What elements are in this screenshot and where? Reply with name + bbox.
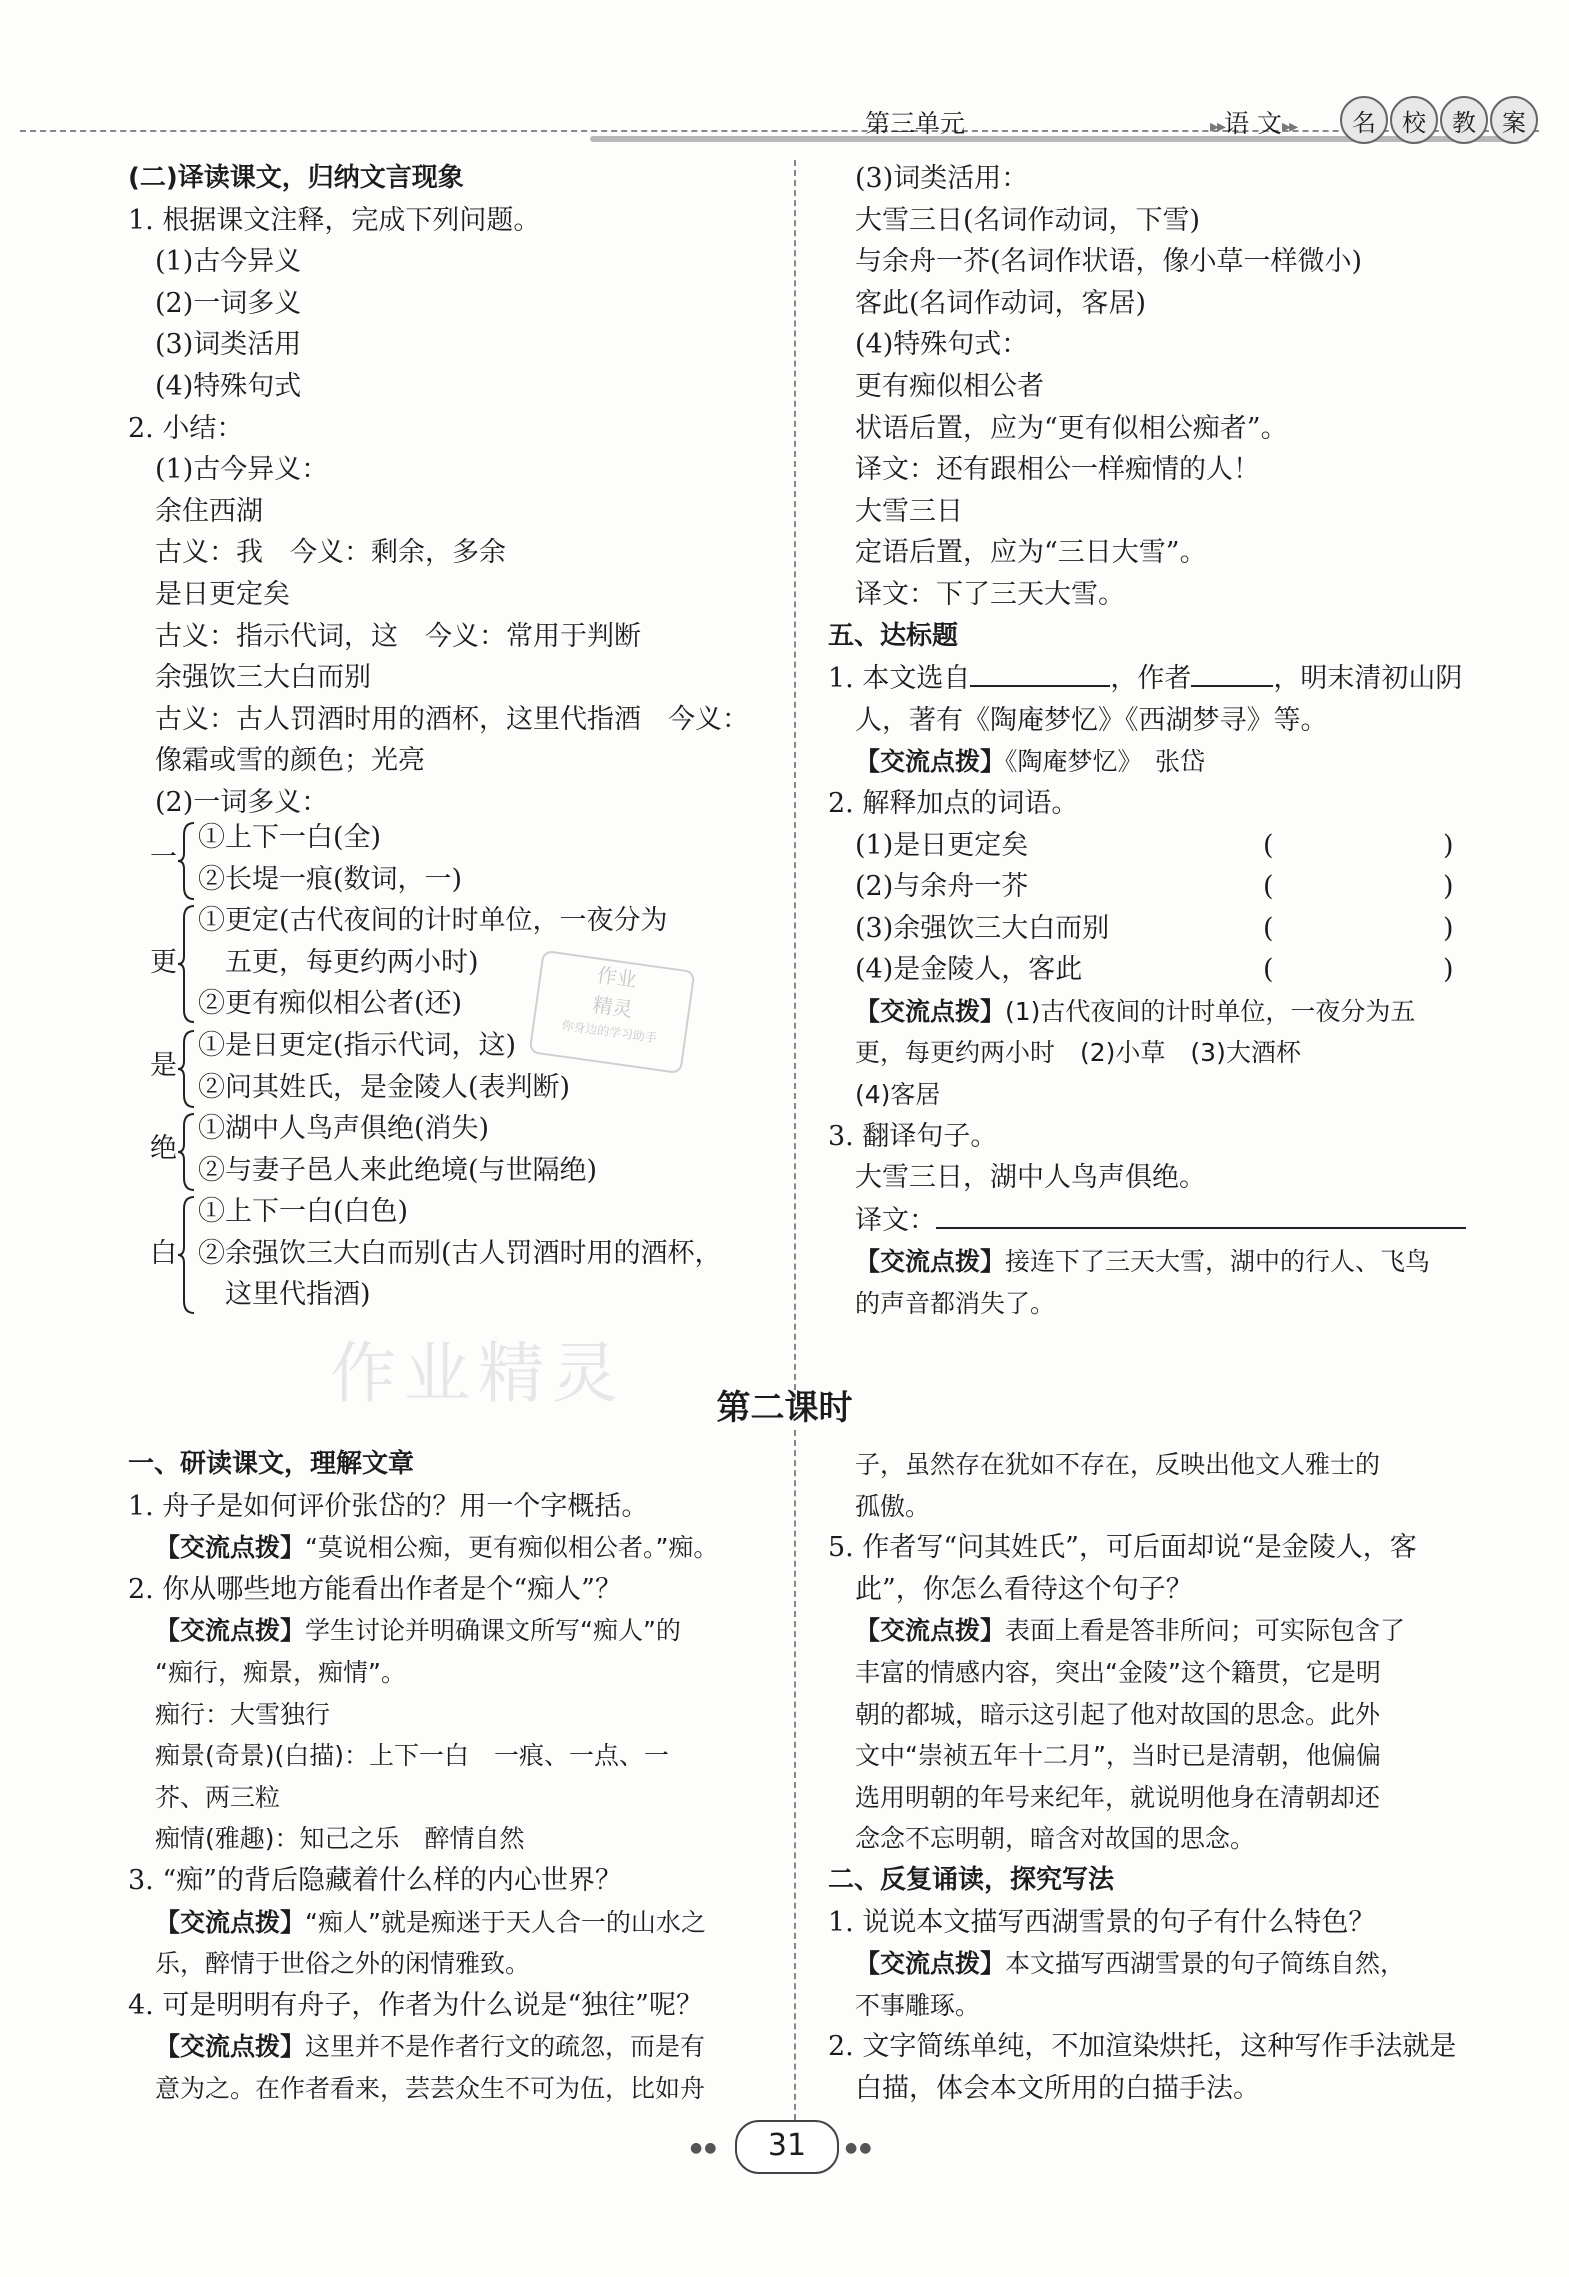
translation-line: 译文： xyxy=(828,1199,1468,1242)
question: 2. 你从哪些地方能看出作者是个“痴人”？ xyxy=(128,1573,622,1605)
list-item: (4)是金陵人，客此 ( ) xyxy=(855,954,1454,986)
watermark-stamp: 作业 精灵 你身边的学习助手 xyxy=(529,950,696,1074)
question: 3. 翻译句子。 xyxy=(828,1120,998,1152)
text-line: 古义：我 今义：剩余，多余 xyxy=(155,537,506,569)
answer-blank[interactable] xyxy=(970,657,1110,687)
header-divider xyxy=(20,130,1539,132)
polysemy-jue xyxy=(150,1108,780,1191)
subheading: (1)古今异义： xyxy=(155,454,329,486)
section-title: (二)译读课文，归纳文言现象 xyxy=(128,163,464,193)
question: 1. 说说本文描写西湖雪景的句子有什么特色？ xyxy=(828,1906,1376,1938)
list-item: (1)是日更定矣 ( ) xyxy=(855,829,1454,861)
question: 白描，体会本文所用的白描手法。 xyxy=(855,2072,1260,2104)
tip: 【交流点拨】表面上看是答非所问；可实际包含了 xyxy=(855,1616,1406,1646)
list-item: (3)词类活用 xyxy=(155,329,302,361)
brace-label: 绝 xyxy=(150,1133,177,1164)
section-title: 一、研读课文，理解文章 xyxy=(128,1449,415,1479)
tip: 【交流点拨】本文描写西湖雪景的句子简练自然， xyxy=(855,1949,1406,1979)
list-item: ①上下一白(白色) xyxy=(198,1196,409,1227)
list-item: (4)特殊句式 xyxy=(155,370,302,402)
list-item: ②长堤一痕(数词，一) xyxy=(198,863,463,895)
question: 2. 小结： xyxy=(128,412,244,444)
right-bottom-column xyxy=(828,1444,1468,2110)
answer-blank[interactable] xyxy=(936,1199,1466,1229)
tip: 芥、两三粒 xyxy=(155,1782,281,1812)
tip: 不事雕琢。 xyxy=(855,1990,981,2020)
tip: 【交流点拨】“痴人”就是痴迷于天人合一的山水之 xyxy=(155,1907,706,1937)
tip: “痴行，痴景，痴情”。 xyxy=(155,1657,406,1687)
text-line: 更有痴似相公者 xyxy=(855,370,1044,402)
list-item: ②与妻子邑人来此绝境(与世隔绝) xyxy=(198,1154,598,1186)
tip: 【交流点拨】这里并不是作者行文的疏忽，而是有 xyxy=(155,2032,706,2062)
subheading: (3)词类活用： xyxy=(855,163,1029,194)
decorative-dots: ●● xyxy=(690,2140,719,2156)
polysemy-bai xyxy=(150,1191,780,1316)
section-title: 二、反复诵读，探究写法 xyxy=(828,1864,1115,1895)
text-line: 像霜或雪的颜色；光亮 xyxy=(155,745,425,777)
text-line: 与余舟一芥(名词作状语，像小草一样微小) xyxy=(855,246,1363,278)
text-line: 大雪三日，湖中人鸟声俱绝。 xyxy=(855,1162,1206,1194)
text-line: 古义：古人罚酒时用的酒杯，这里代指酒 今义： xyxy=(155,703,749,735)
list-item: 五更，每更约两小时) xyxy=(225,946,479,978)
question: 2. 解释加点的词语。 xyxy=(828,787,1079,819)
tip: 丰富的情感内容，突出“金陵”这个籍贯，它是明 xyxy=(855,1657,1381,1687)
tip: 的声音都消失了。 xyxy=(855,1289,1056,1319)
question: 5. 作者写“问其姓氏”，可后面却说“是金陵人，客 xyxy=(828,1532,1417,1564)
brace-label: 白 xyxy=(150,1238,177,1269)
unit-label: 第三单元 xyxy=(865,109,966,138)
text-line: 状语后置，应为“更有似相公痴者”。 xyxy=(855,412,1288,444)
text-line: 人，著有《陶庵梦忆》《西湖梦寻》等。 xyxy=(855,704,1328,736)
question: 1. 根据课文注释，完成下列问题。 xyxy=(128,204,541,236)
subheading: (4)特殊句式： xyxy=(855,329,1029,361)
tip: 子，虽然存在犹如不存在，反映出他文人雅士的 xyxy=(855,1450,1381,1479)
tip: 痴情(雅趣)：知己之乐 醉情自然 xyxy=(155,1824,525,1854)
list-item: ②更有痴似相公者(还) xyxy=(198,988,463,1020)
tip: 【交流点拨】(1)古代夜间的计时单位，一夜分为五 xyxy=(855,996,1416,1026)
tip: 乐，醉情于世俗之外的闲情雅致。 xyxy=(155,1949,531,1979)
list-item: ②余强饮三大白而别(古人罚酒时用的酒杯， xyxy=(198,1237,722,1269)
tip: (4)客居 xyxy=(855,1080,941,1110)
list-item: ①是日更定(指示代词，这) xyxy=(198,1030,517,1061)
tip: 文中“崇祯五年十二月”，当时已是清朝，他偏偏 xyxy=(855,1741,1381,1771)
lesson-title: 第二课时 xyxy=(716,1388,853,1428)
polysemy-yi xyxy=(150,817,780,900)
list-item: 这里代指酒) xyxy=(225,1279,371,1311)
text-line: 定语后置，应为“三日大雪”。 xyxy=(855,537,1207,569)
list-item: (2)与余舟一芥 ( ) xyxy=(855,871,1454,903)
list-item: ①上下一白(全) xyxy=(198,822,382,853)
question: 此”，你怎么看待这个句子？ xyxy=(855,1573,1193,1605)
list-item: ①湖中人鸟声俱绝(消失) xyxy=(198,1113,490,1144)
page-number: 31 xyxy=(735,2120,839,2174)
text-line: 译文：还有跟相公一样痴情的人！ xyxy=(855,454,1260,486)
watermark-text: 作业精灵 xyxy=(330,1335,626,1412)
text-line: 大雪三日 xyxy=(855,495,963,527)
question: 4. 可是明明有舟子，作者为什么说是“独往”呢？ xyxy=(128,1989,703,2021)
list-item: (3)余强饮三大白而别 ( ) xyxy=(855,912,1454,944)
brace-label: 一 xyxy=(150,842,177,873)
tip: 念念不忘明朝，暗含对故国的思念。 xyxy=(855,1824,1256,1854)
list-item: (2)一词多义 xyxy=(155,287,302,319)
question: 3. “痴”的背后隐藏着什么样的内心世界？ xyxy=(128,1864,622,1896)
subheading: (2)一词多义： xyxy=(155,786,329,818)
tip: 孤傲。 xyxy=(855,1491,931,1521)
text-line: 大雪三日(名词作动词，下雪) xyxy=(855,204,1201,236)
tip: 痴景(奇景)(白描)：上下一白 一痕、一点、一 xyxy=(155,1741,670,1771)
answer-blank[interactable] xyxy=(1191,657,1273,687)
list-item: ②问其姓氏，是金陵人(表判断) xyxy=(198,1071,571,1103)
text-line: 是日更定矣 xyxy=(155,578,290,610)
subject-label: ▸▸语 文▸▸ xyxy=(1210,109,1297,138)
text-line: 古义：指示代词，这 今义：常用于判断 xyxy=(155,620,641,652)
arrow-icon: ▸▸ xyxy=(1210,116,1225,137)
question: 1. 舟子是如何评价张岱的？用一个字概括。 xyxy=(128,1490,649,1522)
page-header xyxy=(0,0,1569,160)
tip: 更，每更约两小时 (2)小草 (3)大酒杯 xyxy=(855,1038,1301,1068)
left-top-column xyxy=(128,158,778,824)
tip: 【交流点拨】学生讨论并明确课文所写“痴人”的 xyxy=(155,1616,681,1646)
brace-icon xyxy=(178,821,198,901)
question: 1. 本文选自 ，作者 ，明末清初山阴 xyxy=(828,657,1468,700)
brace-icon xyxy=(178,1195,198,1315)
tip: 朝的都城，暗示这引起了他对故国的思念。此外 xyxy=(855,1699,1381,1729)
list-item: (1)古今异义 xyxy=(155,246,302,278)
brace-icon xyxy=(178,904,198,1024)
text-line: 客此(名词作动词，客居) xyxy=(855,287,1147,319)
tip: 选用明朝的年号来纪年，就说明他身在清朝却还 xyxy=(855,1782,1381,1812)
tip: 意为之。在作者看来，芸芸众生不可为伍，比如舟 xyxy=(155,2073,706,2103)
brace-icon xyxy=(178,1029,198,1109)
question: 2. 文字简练单纯，不加渲染烘托，这种写作手法就是 xyxy=(828,2031,1457,2063)
text-line: 余住西湖 xyxy=(155,495,263,527)
text-line: 余强饮三大白而别 xyxy=(155,662,371,694)
tip: 【交流点拨】《陶庵梦忆》 张岱 xyxy=(855,747,1206,777)
column-divider xyxy=(794,160,796,1400)
arrow-icon: ▸▸ xyxy=(1282,116,1297,137)
brace-label: 更 xyxy=(150,947,177,978)
tip: 痴行：大雪独行 xyxy=(155,1699,331,1729)
column-divider xyxy=(794,1430,796,2130)
tip: 【交流点拨】“莫说相公痴，更有痴似相公者。”痴。 xyxy=(155,1533,719,1563)
brace-icon xyxy=(178,1112,198,1192)
text-line: 译文：下了三天大雪。 xyxy=(855,578,1125,610)
brace-label: 是 xyxy=(150,1050,177,1081)
brand-logo: 名 校 教 案 xyxy=(1340,96,1538,140)
list-item: ①更定(古代夜间的计时单位，一夜分为 xyxy=(198,905,668,936)
right-top-column xyxy=(828,158,1468,1325)
left-bottom-column xyxy=(128,1444,778,2110)
decorative-dots: ●● xyxy=(845,2140,874,2156)
tip: 【交流点拨】接连下了三天大雪，湖中的行人、飞鸟 xyxy=(855,1247,1431,1277)
section-title: 五、达标题 xyxy=(828,620,959,651)
